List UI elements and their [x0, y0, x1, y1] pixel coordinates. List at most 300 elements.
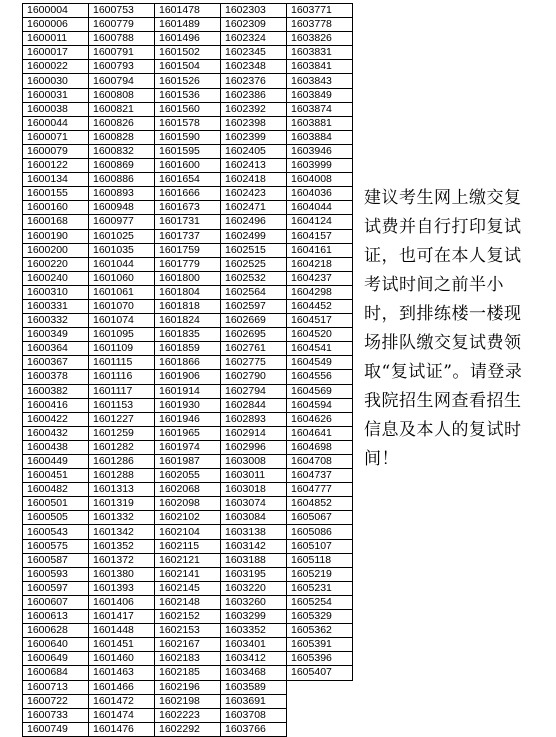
table-cell: 1602196	[155, 680, 221, 694]
table-row	[23, 539, 353, 553]
table-cell: 1601380	[89, 567, 155, 581]
table-row	[23, 102, 353, 116]
table-row	[23, 624, 353, 638]
table-cell: 1605407	[287, 666, 353, 680]
table-cell: 1600449	[23, 455, 89, 469]
table-cell: 1601800	[155, 271, 221, 285]
table-cell: 1603766	[221, 722, 287, 736]
table-cell: 1601372	[89, 553, 155, 567]
table-cell: 1602121	[155, 553, 221, 567]
table-cell: 1601070	[89, 299, 155, 313]
table-cell: 1601074	[89, 314, 155, 328]
table-cell: 1602198	[155, 694, 221, 708]
table-cell: 1600788	[89, 32, 155, 46]
table-cell: 1600684	[23, 666, 89, 680]
table-cell: 1603299	[221, 610, 287, 624]
table-cell: 1604124	[287, 215, 353, 229]
table-cell: 1600733	[23, 708, 89, 722]
table-row	[23, 722, 353, 736]
table-cell: 1601489	[155, 18, 221, 32]
table-cell: 1602068	[155, 483, 221, 497]
table-row	[23, 511, 353, 525]
table-cell: 1602423	[221, 187, 287, 201]
table-row	[23, 116, 353, 130]
table-row	[23, 201, 353, 215]
table-cell: 1600613	[23, 610, 89, 624]
table-cell: 1601115	[89, 356, 155, 370]
table-cell: 1600808	[89, 88, 155, 102]
table-cell: 1602376	[221, 74, 287, 88]
table-cell: 1600779	[89, 18, 155, 32]
table-cell: 1603999	[287, 159, 353, 173]
table-cell: 1602292	[155, 722, 221, 736]
table-cell: 1600004	[23, 4, 89, 18]
table-cell: 1602104	[155, 525, 221, 539]
table-cell: 1604161	[287, 243, 353, 257]
table-cell: 1601502	[155, 46, 221, 60]
table-cell: 1600160	[23, 201, 89, 215]
table-cell: 1602348	[221, 60, 287, 74]
table-cell: 1600071	[23, 130, 89, 144]
table-cell: 1601906	[155, 370, 221, 384]
table-cell: 1603771	[287, 4, 353, 18]
table-cell: 1604541	[287, 342, 353, 356]
table-cell: 1601654	[155, 173, 221, 187]
table-cell: 1601313	[89, 483, 155, 497]
table-cell: 1601578	[155, 116, 221, 130]
table-row	[23, 46, 353, 60]
table-cell: 1602893	[221, 412, 287, 426]
table-cell: 1602515	[221, 243, 287, 257]
table-cell: 1601474	[89, 708, 155, 722]
table-cell: 1600575	[23, 539, 89, 553]
table-cell: 1603691	[221, 694, 287, 708]
table-cell: 1601914	[155, 384, 221, 398]
table-cell: 1600432	[23, 426, 89, 440]
table-cell: 1605107	[287, 539, 353, 553]
table-cell: 1603018	[221, 483, 287, 497]
table-cell: 1602532	[221, 271, 287, 285]
table-row	[23, 610, 353, 624]
table-cell: 1600713	[23, 680, 89, 694]
table-cell: 1603138	[221, 525, 287, 539]
table-cell: 1600155	[23, 187, 89, 201]
table-cell: 1600505	[23, 511, 89, 525]
table-cell: 1600031	[23, 88, 89, 102]
table-cell: 1600869	[89, 159, 155, 173]
table-row	[23, 271, 353, 285]
table-cell: 1604594	[287, 398, 353, 412]
table-cell: 1603352	[221, 624, 287, 638]
table-cell: 1600134	[23, 173, 89, 187]
table-cell: 1602669	[221, 314, 287, 328]
table-cell: 1600438	[23, 440, 89, 454]
table-cell: 1600038	[23, 102, 89, 116]
table-cell: 1601406	[89, 595, 155, 609]
table-cell: 1603401	[221, 638, 287, 652]
table-row	[23, 257, 353, 271]
table-cell: 1604520	[287, 328, 353, 342]
table-cell: 1600793	[89, 60, 155, 74]
table-cell: 1602398	[221, 116, 287, 130]
table-cell: 1600011	[23, 32, 89, 46]
table-row	[23, 187, 353, 201]
table-cell: 1603831	[287, 46, 353, 60]
table-cell: 1601560	[155, 102, 221, 116]
candidate-number-table	[22, 3, 353, 737]
table-row	[23, 426, 353, 440]
table-cell: 1602185	[155, 666, 221, 680]
table-cell: 1602499	[221, 229, 287, 243]
table-row	[23, 595, 353, 609]
table-row	[23, 398, 353, 412]
empty-cell	[287, 694, 353, 708]
table-cell: 1600749	[23, 722, 89, 736]
table-cell: 1600977	[89, 215, 155, 229]
table-cell: 1602471	[221, 201, 287, 215]
table-row	[23, 652, 353, 666]
table-cell: 1600628	[23, 624, 89, 638]
table-cell: 1603843	[287, 74, 353, 88]
table-cell: 1604157	[287, 229, 353, 243]
table-cell: 1601352	[89, 539, 155, 553]
table-cell: 1600722	[23, 694, 89, 708]
table-cell: 1601288	[89, 469, 155, 483]
table-cell: 1603589	[221, 680, 287, 694]
table-cell: 1601835	[155, 328, 221, 342]
table-cell: 1601595	[155, 144, 221, 158]
table-cell: 1603011	[221, 469, 287, 483]
table-cell: 1600640	[23, 638, 89, 652]
table-cell: 1601463	[89, 666, 155, 680]
table-cell: 1601025	[89, 229, 155, 243]
table-cell: 1602794	[221, 384, 287, 398]
table-row	[23, 18, 353, 32]
table-cell: 1604036	[287, 187, 353, 201]
table-row	[23, 144, 353, 158]
table-cell: 1602098	[155, 497, 221, 511]
table-row	[23, 455, 353, 469]
empty-cell	[287, 680, 353, 694]
table-cell: 1601731	[155, 215, 221, 229]
table-cell: 1600587	[23, 553, 89, 567]
table-cell: 1603468	[221, 666, 287, 680]
table-cell: 1602183	[155, 652, 221, 666]
table-cell: 1604708	[287, 455, 353, 469]
table-cell: 1600378	[23, 370, 89, 384]
table-cell: 1602775	[221, 356, 287, 370]
table-cell: 1600122	[23, 159, 89, 173]
empty-cell	[287, 722, 353, 736]
table-cell: 1601286	[89, 455, 155, 469]
table-cell: 1601282	[89, 440, 155, 454]
table-cell: 1601417	[89, 610, 155, 624]
table-cell: 1601478	[155, 4, 221, 18]
table-cell: 1600482	[23, 483, 89, 497]
table-row	[23, 130, 353, 144]
table-row	[23, 215, 353, 229]
table-cell: 1602790	[221, 370, 287, 384]
table-cell: 1602405	[221, 144, 287, 158]
table-cell: 1601332	[89, 511, 155, 525]
table-row	[23, 384, 353, 398]
table-row	[23, 497, 353, 511]
table-cell: 1602345	[221, 46, 287, 60]
table-cell: 1602386	[221, 88, 287, 102]
table-cell: 1600893	[89, 187, 155, 201]
empty-cell	[287, 708, 353, 722]
table-cell: 1604044	[287, 201, 353, 215]
table-row	[23, 299, 353, 313]
table-row	[23, 370, 353, 384]
table-cell: 1600310	[23, 285, 89, 299]
table-cell: 1605391	[287, 638, 353, 652]
table-cell: 1603412	[221, 652, 287, 666]
table-cell: 1600649	[23, 652, 89, 666]
table-cell: 1601974	[155, 440, 221, 454]
table-cell: 1601987	[155, 455, 221, 469]
table-row	[23, 680, 353, 694]
table-row	[23, 469, 353, 483]
table-cell: 1603884	[287, 130, 353, 144]
table-cell: 1601109	[89, 342, 155, 356]
table-cell: 1602996	[221, 440, 287, 454]
table-cell: 1604852	[287, 497, 353, 511]
table-cell: 1600593	[23, 567, 89, 581]
table-cell: 1600044	[23, 116, 89, 130]
table-cell: 1603260	[221, 595, 287, 609]
table-cell: 1600190	[23, 229, 89, 243]
table-cell: 1600607	[23, 595, 89, 609]
table-cell: 1605231	[287, 581, 353, 595]
table-cell: 1602418	[221, 173, 287, 187]
table-cell: 1602525	[221, 257, 287, 271]
table-cell: 1601866	[155, 356, 221, 370]
table-cell: 1600794	[89, 74, 155, 88]
table-cell: 1600220	[23, 257, 89, 271]
table-row	[23, 694, 353, 708]
table-cell: 1601590	[155, 130, 221, 144]
table-cell: 1604298	[287, 285, 353, 299]
table-cell: 1602844	[221, 398, 287, 412]
table-cell: 1603708	[221, 708, 287, 722]
table-cell: 1604549	[287, 356, 353, 370]
table-cell: 1601227	[89, 412, 155, 426]
table-cell: 1600597	[23, 581, 89, 595]
table-cell: 1601859	[155, 342, 221, 356]
table-cell: 1605362	[287, 624, 353, 638]
table-cell: 1602153	[155, 624, 221, 638]
table-cell: 1601259	[89, 426, 155, 440]
table-cell: 1603084	[221, 511, 287, 525]
table-row	[23, 74, 353, 88]
table-cell: 1600382	[23, 384, 89, 398]
table-cell: 1601600	[155, 159, 221, 173]
table-cell: 1600349	[23, 328, 89, 342]
table-cell: 1604452	[287, 299, 353, 313]
table-cell: 1604556	[287, 370, 353, 384]
table-cell: 1601496	[155, 32, 221, 46]
table-cell: 1600753	[89, 4, 155, 18]
table-cell: 1601818	[155, 299, 221, 313]
table-cell: 1601476	[89, 722, 155, 736]
table-row	[23, 328, 353, 342]
table-cell: 1603874	[287, 102, 353, 116]
table-cell: 1603195	[221, 567, 287, 581]
table-row	[23, 32, 353, 46]
table-row	[23, 229, 353, 243]
table-cell: 1601466	[89, 680, 155, 694]
table-cell: 1601061	[89, 285, 155, 299]
table-cell: 1604641	[287, 426, 353, 440]
table-cell: 1600821	[89, 102, 155, 116]
table-row	[23, 638, 353, 652]
table-cell: 1603946	[287, 144, 353, 158]
table-cell: 1602324	[221, 32, 287, 46]
table-cell: 1602914	[221, 426, 287, 440]
table-row	[23, 4, 353, 18]
table-cell: 1604237	[287, 271, 353, 285]
table-cell: 1600828	[89, 130, 155, 144]
table-row	[23, 356, 353, 370]
table-cell: 1600006	[23, 18, 89, 32]
table-cell: 1600826	[89, 116, 155, 130]
table-cell: 1603841	[287, 60, 353, 74]
table-cell: 1601673	[155, 201, 221, 215]
table-cell: 1602303	[221, 4, 287, 18]
table-cell: 1604218	[287, 257, 353, 271]
table-row	[23, 666, 353, 680]
table-cell: 1601319	[89, 497, 155, 511]
table-cell: 1602413	[221, 159, 287, 173]
table-cell: 1603008	[221, 455, 287, 469]
table-cell: 1605219	[287, 567, 353, 581]
table-cell: 1602148	[155, 595, 221, 609]
table-cell: 1604626	[287, 412, 353, 426]
table-row	[23, 553, 353, 567]
table-cell: 1604517	[287, 314, 353, 328]
table-cell: 1603188	[221, 553, 287, 567]
table-cell: 1601526	[155, 74, 221, 88]
table-cell: 1602695	[221, 328, 287, 342]
table-cell: 1600501	[23, 497, 89, 511]
table-cell: 1600364	[23, 342, 89, 356]
table-cell: 1601536	[155, 88, 221, 102]
table-cell: 1602392	[221, 102, 287, 116]
table-row	[23, 173, 353, 187]
table-cell: 1601930	[155, 398, 221, 412]
table-row	[23, 159, 353, 173]
table-cell: 1601451	[89, 638, 155, 652]
table-cell: 1602115	[155, 539, 221, 553]
table-row	[23, 440, 353, 454]
table-cell: 1604777	[287, 483, 353, 497]
table-cell: 1600451	[23, 469, 89, 483]
table-cell: 1605067	[287, 511, 353, 525]
table-cell: 1605254	[287, 595, 353, 609]
table-cell: 1600948	[89, 201, 155, 215]
table-cell: 1605396	[287, 652, 353, 666]
table-cell: 1602167	[155, 638, 221, 652]
table-cell: 1601460	[89, 652, 155, 666]
table-cell: 1600030	[23, 74, 89, 88]
table-row	[23, 567, 353, 581]
table-cell: 1600416	[23, 398, 89, 412]
table-cell: 1601737	[155, 229, 221, 243]
table-cell: 1601095	[89, 328, 155, 342]
table-cell: 1601946	[155, 412, 221, 426]
table-cell: 1601666	[155, 187, 221, 201]
table-body	[23, 4, 353, 737]
table-cell: 1600543	[23, 525, 89, 539]
table-row	[23, 708, 353, 722]
table-cell: 1601393	[89, 581, 155, 595]
table-row	[23, 88, 353, 102]
table-cell: 1601804	[155, 285, 221, 299]
table-cell: 1602309	[221, 18, 287, 32]
table-cell: 1602102	[155, 511, 221, 525]
table-cell: 1601472	[89, 694, 155, 708]
table-row	[23, 60, 353, 74]
table-cell: 1601117	[89, 384, 155, 398]
notice-text: 建议考生网上缴交复试费并自行打印复试证，也可在本人复试考试时间之前半小时，到排练楼一楼现场排队缴交复试费领取“复试证”。请登录我院招生网查看招生信息及本人的复试时间！	[364, 188, 523, 469]
table-row	[23, 342, 353, 356]
table-cell: 1603849	[287, 88, 353, 102]
table-cell: 1602399	[221, 130, 287, 144]
table-row	[23, 581, 353, 595]
table-cell: 1603220	[221, 581, 287, 595]
table-cell: 1602761	[221, 342, 287, 356]
table-cell: 1604569	[287, 384, 353, 398]
table-cell: 1604698	[287, 440, 353, 454]
table-cell: 1601060	[89, 271, 155, 285]
table-cell: 1601342	[89, 525, 155, 539]
table-cell: 1601779	[155, 257, 221, 271]
table-row	[23, 314, 353, 328]
table-cell: 1602145	[155, 581, 221, 595]
table-cell: 1600332	[23, 314, 89, 328]
table-cell: 1605086	[287, 525, 353, 539]
table-cell: 1603142	[221, 539, 287, 553]
table-cell: 1603778	[287, 18, 353, 32]
table-cell: 1601824	[155, 314, 221, 328]
table-cell: 1601448	[89, 624, 155, 638]
table-cell: 1600240	[23, 271, 89, 285]
table-cell: 1600200	[23, 243, 89, 257]
table-cell: 1602496	[221, 215, 287, 229]
table-cell: 1600168	[23, 215, 89, 229]
table-cell: 1604737	[287, 469, 353, 483]
table-cell: 1604008	[287, 173, 353, 187]
table-cell: 1601044	[89, 257, 155, 271]
table-cell: 1600422	[23, 412, 89, 426]
table-cell: 1601759	[155, 243, 221, 257]
table-cell: 1602141	[155, 567, 221, 581]
table-cell: 1600791	[89, 46, 155, 60]
table-row	[23, 243, 353, 257]
table-cell: 1601116	[89, 370, 155, 384]
table-cell: 1600832	[89, 144, 155, 158]
table-row	[23, 285, 353, 299]
table-cell: 1600079	[23, 144, 89, 158]
table-cell: 1601035	[89, 243, 155, 257]
table-cell: 1602223	[155, 708, 221, 722]
table-cell: 1602564	[221, 285, 287, 299]
table-cell: 1601153	[89, 398, 155, 412]
table-cell: 1603826	[287, 32, 353, 46]
table-cell: 1601504	[155, 60, 221, 74]
table-row	[23, 412, 353, 426]
